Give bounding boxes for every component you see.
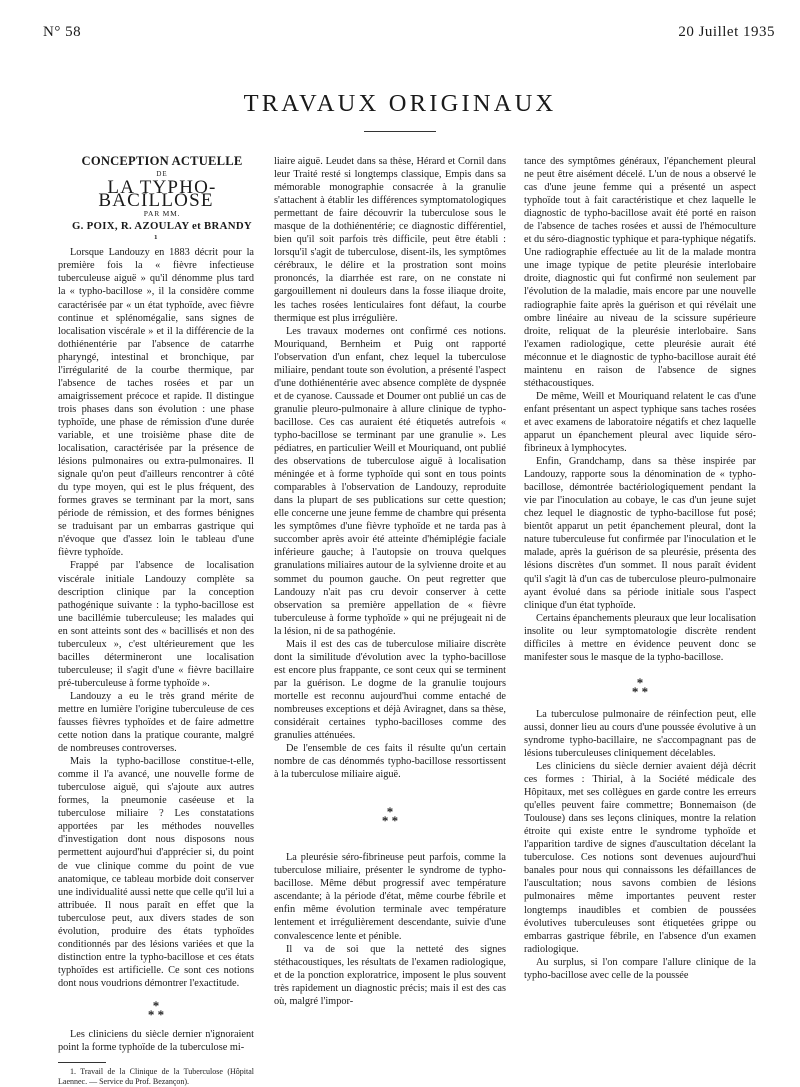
star: * (152, 998, 160, 1013)
paragraph: Mais la typho-bacillose constitue-t-elle, comme il l'a avancé, une nouvelle forme de tuberculose aiguë, qui s'ajoute aux autres formes, la pneumonie caséeuse et la tuberculose miliaire ? Les constatations apportées par les méthodes nouvelles d'investigation dont nous disposons nous permettent aujourd'hui d'apprécier si, du point de vue clinique comme du point de vue anatomique, ce tableau morbide doit conserver une individualité aussi nette que celle qu'il lui a attribuée. Il nous paraît en effet que la tuberculose peut, aux divers stades de son évolution, produire des états typhoïdes conditionnés par des lésions variées et que la distinction entre la typho-bacillose et ces états typhoïdes est artificielle. Ce sont ces notions dont nous voudrions démontrer l'exactitude. (58, 756, 254, 989)
star: * (147, 1007, 155, 1022)
issue-date: 20 Juillet 1935 (678, 24, 775, 40)
paragraph: De même, Weill et Mouriquand relatent le cas d'une enfant présentant un aspect typhique sans taches rosées et avec examens de laboratoire négatifs et chez laquelle apparut un épanchement pleural avec liquide séro-fibrineux à lymphocytes. (524, 390, 756, 455)
issue-number: N° 58 (43, 24, 82, 40)
star-pair (274, 813, 506, 829)
paragraph: Lorsque Landouzy en 1883 décrit pour la première fois la « fièvre infectieuse tuberculeuse aiguë » qu'il dénomme plus tard la « typho-bacillose », il la considère comme caractérisée par « un état typhoïde, avec fièvre continue et splénomégalie, sans signes de localisation viscérale » et il la différencie de la dothiénentérie par l'absence de catarrhe pharyngé, intestinal et bronchique, par l'irrégularité de la courbe thermique, par l'absence de taches rosées et par un amaigrissement précoce et rapide. Il distingue trois phases dans son évolution : une phase typhoïde, une phase de rémission d'une durée variable, et une troisième phase dite de localisation, caractérisée par la présence de lésions pulmonaires ou extra-pulmonaires. Il signale qu'on peut d'ailleurs rencontrer à côté du type moyen, qui est le plus fréquent, des formes graves se terminant par la mort, sans période de rémission, et des formes bénignes se traduisant par un embarras gastrique qui n'évoque que d'assez loin le tableau d'une fièvre typhoïde. (58, 247, 254, 559)
star-pair (58, 1007, 254, 1022)
article-title-line2: LA TYPHO-BACILLOSE (98, 177, 217, 212)
paragraph: De l'ensemble de ces faits il résulte qu'un certain nombre de cas dénommés typho-bacillose ressortissent à la tuberculose miliaire aiguë. (274, 743, 506, 781)
paragraph: La tuberculose pulmonaire de réinfection peut, elle aussi, donner lieu au cours d'une poussée évolutive à un syndrome typho-bacillaire, ne s'accompagnant pas de lésions tuberculeuses cliniquement décelables. (524, 708, 756, 759)
star: * (641, 683, 649, 699)
article-title-de: DE (156, 170, 168, 179)
star: * (391, 813, 399, 829)
paragraph: Certains épanchements pleuraux que leur localisation insolite ou leur symptomatologie discrète rendent difficiles à mettre en évidence peuvent donc se manifester sous le masque de la typho-bacillose. (524, 612, 756, 663)
column-1 (58, 154, 254, 1087)
section-stars (524, 674, 756, 699)
paragraph: Mais il est des cas de tuberculose miliaire discrète dont la similitude d'évolution avec la typho-bacillose est encore plus frappante, ce sont ceux qui se terminent par la guérison. Le dogme de la granulie toujours mortelle est reconnu aujourd'hui comme entaché de nombreuses exceptions et déjà Aviragnet, dans sa thèse, considérait certaines typho-bacilloses comme des granulies atténuées. (274, 638, 506, 742)
paragraph: Landouzy a eu le très grand mérite de mettre en lumière l'origine tuberculeuse de ces fausses fièvres typhoïdes et de faire admettre cette notion dans la pratique courante, malgré de nombreuses controverses. (58, 690, 254, 755)
section-stars (274, 804, 506, 829)
star: * (636, 674, 644, 690)
paragraph: Les travaux modernes ont confirmé ces notions. Mouriquand, Bernheim et Puig ont rapporté l'observation d'un enfant, chez lequel la tuberculose miliaire, pendant toute son évolution, a présenté l'aspect d'une dothiénentérie avec absence complète de dyspnée et de cyanose. Caussade et Doumer ont publié un cas de granulie pleuro-pulmonaire à allure clinique de typho-bacillose. Ces cas auraient été étiquetés autrefois « typho-bacillose se terminant par une granulie ». Les pédiatres, en particulier Weill et Mouriquand, ont publié des observations de tuberculose aiguë à localisation méningée et à forme typhoïde qui sont en tous points comparables à l'observation de Landouzy, reproduite dans la plupart de ses publications sur cette question; elle concerne une jeune femme de chambre qui présenta les symptômes d'une fièvre typhoïde et ne tarda pas à succomber après avoir été atteinte d'hémiplégie faciale inférieure gauche; à l'autopsie on trouva quelques granulations miliaires autour de la sylvienne droite et au sommet du poumon gauche. On peut regretter que Landouzy n'ait pas cru devoir conserver à cette observation sa première appellation de « fièvre tuberculeuse à forme typhoïde » qui ne préjugeait ni de la lésion, ni de sa pathogénie. (274, 325, 506, 637)
star: * (157, 1007, 165, 1022)
star: * (631, 683, 639, 699)
section-title: TRAVAUX ORIGINAUX (243, 90, 557, 117)
paragraph: La pleurésie séro-fibrineuse peut parfois, comme la tuberculose miliaire, présenter le syndrome de typho-bacillose. Même début progressif avec température ascendante; à la période d'état, même courbe fébrile et enfin même évolution terminale avec température lentement et irrégulièrement descendante, suivie d'une convalescence lente et pénible. (274, 852, 506, 942)
paragraph: liaire aiguë. Leudet dans sa thèse, Hérard et Cornil dans leur Traité resté si longtemps classique, Empis dans sa mémorable monographie consacrée à la granulie s'attachent à établir les différences symptomatologiques permettant de faire découvrir la tuberculose sous le masque de la dothiénentérie; ce diagnostic différentiel, bien qu'il soit parfois très difficile, peut être établi : lorsqu'il s'agit de tuberculose, disent-ils, les symptômes cérébraux, le délire et la prostration sont moins prononcés, la diarrhée est rare, on ne constate ni gargouillement ni douleurs dans la fosse iliaque droite, les taches rosées lenticulaires font défaut, la courbe thermique est plus irrégulière. (274, 156, 506, 324)
column-3 (524, 155, 756, 1055)
star-pair (524, 683, 756, 699)
title-rule (364, 131, 436, 132)
column-2 (274, 155, 506, 1055)
paragraph: tance des symptômes généraux, l'épanchement pleural ne peut être aisément décelé. L'un de nous a observé le cas d'une jeune femme qui a présenté un aspect typhoïde tout à fait caractéristique et chez laquelle le diagnostic de typho-bacillose avait été porté en raison de l'absence de taches rosées et aussi de l'hémoculture et du séro-diagnostic typhique et para-typhique négatifs. Une radiographie effectuée au lit de la malade montra une image typique de petite pleurésie interlobaire droite, diagnostic qui fut confirmé non seulement par l'évolution de la maladie, mais encore par une nouvelle radiographie faite après la guérison et qui révélait une ombre linéaire au niveau de la scissure supérieure droite, reliquat de la pleurésie interlobaire. Sans l'examen radiologique, cette pleurésie aurait été méconnue et le diagnostic de typho-bacillose aurait été maintenu en raison de l'absence de signes stéthacoustiques. (524, 156, 756, 389)
article-authors: G. POIX, R. AZOULAY et BRANDY ¹ (71, 220, 253, 246)
paragraph: Il va de soi que la netteté des signes stéthacoustiques, les résultats de l'examen radiologique, et de la ponction exploratrice, imposent le plus souvent très rapidement un diagnostic précis; mais il est des cas où, malgré l'impor- (274, 943, 506, 1007)
section-stars (58, 998, 254, 1022)
paragraph: Les cliniciens du siècle dernier avaient déjà décrit ces formes : Thirial, à la Société médicale des Hôpitaux, met ses collègues en garde contre les erreurs qu'elles peuvent faire commettre; Bonnemaison (de Toulouse) dans ses leçons cliniques, montre la relation étroite qui existe entre le syndrome typhoïde et l'apparition tardive de signes d'auscultation décelant la tuberculose. Ces notions sont devenues aujourd'hui banales pour nous qui connaissons les défaillances de l'auscultation; nous savons combien de lésions pulmonaires même importantes peuvent rester longtemps inaudibles et combien de poussées évolutives tuberculeuses sont étiquetées grippe ou embarras gastrique fébrile, en l'absence d'un examen radiologique. (524, 761, 756, 955)
paragraph: Frappé par l'absence de localisation viscérale initiale Landouzy complète sa description clinique par la conception pathogénique suivante : la typho-bacillose est une bacillémie tuberculeuse; les malades qui en sont atteints sont des « bacillisés et non des tuberculeux », c'est ultérieurement que les bacilles détermineront une localisation tuberculeuse; il s'agit d'une « fièvre bacillaire pré-tuberculeuse à forme typhoïde ». (58, 560, 254, 689)
paragraph: Les cliniciens du siècle dernier n'ignoraient point la forme typhoïde de la tuberculose mi- (58, 1029, 254, 1054)
footnote-rule (58, 1062, 106, 1063)
article-title-line1: CONCEPTION ACTUELLE (81, 154, 243, 168)
paragraph: Enfin, Grandchamp, dans sa thèse inspirée par Landouzy, rapporte sous la dénomination de « typho-bacillose, démontrée bactériologiquement pendant la vie par l'inoculation au cobaye, le cas d'un jeune sujet chez lequel le diagnostic de typho-bacillose fut posé; bientôt apparut un petit épanchement pleural, dont la nature tuberculeuse fut confirmée par l'inoculation et le malade, après la guérison de sa pleurésie, présenta des lésions discrètes d'un sommet. Il nous paraît évident qu'il s'agit là d'un cas de tuberculose pleuro-pulmonaire ayant évolué dans sa période initiale sous l'aspect clinique d'un état typhoïde. (524, 456, 756, 611)
star: * (381, 813, 389, 829)
paragraph: Au surplus, si l'on compare l'allure clinique de la typho-bacillose avec celle de la poussée (524, 956, 756, 981)
article-par: PAR MM. (143, 209, 181, 219)
star: * (386, 804, 394, 820)
footnote: 1. Travail de la Clinique de la Tuberculose (Hôpital Laennec. — Service du Prof. Bezançon). (58, 1067, 254, 1087)
